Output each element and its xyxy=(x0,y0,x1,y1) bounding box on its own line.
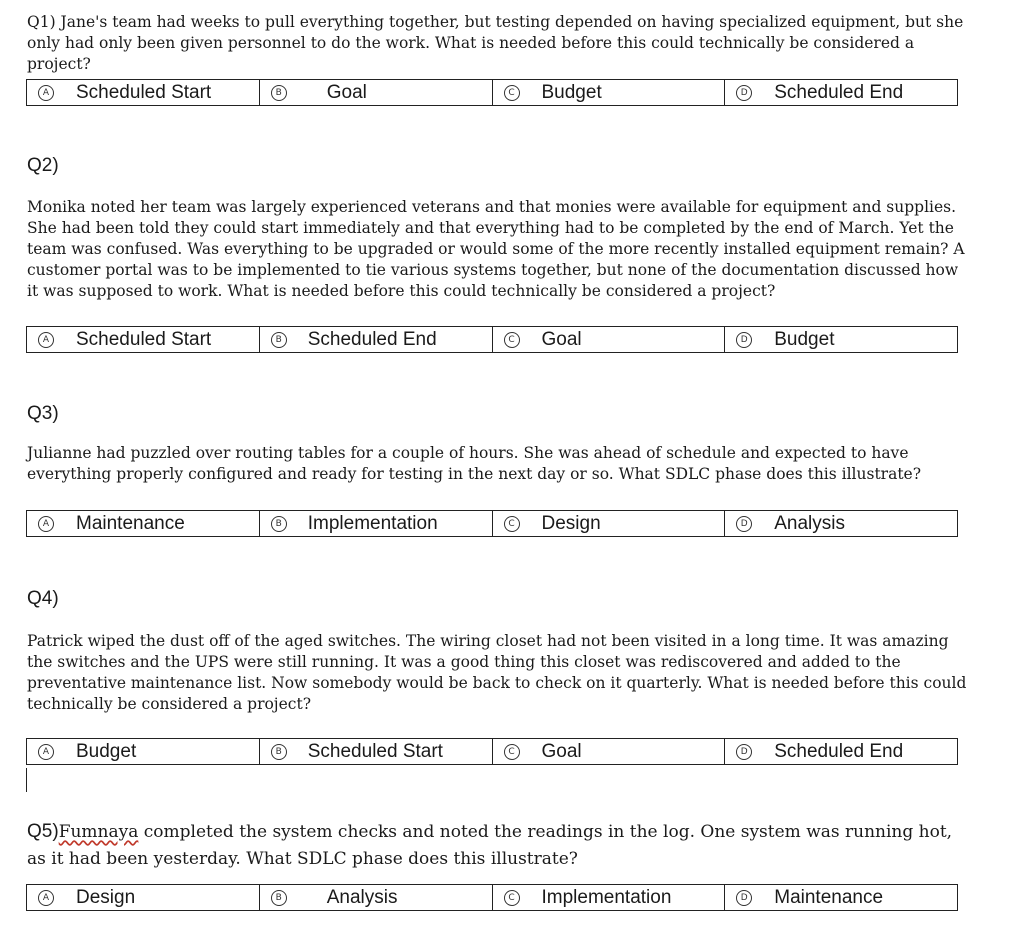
question-3-text: Julianne had puzzled over routing tables for a couple of hours. She was ahead of schedule and expected to have everything properly configured and ready for testing in the next day or so. What SDLC phase does this illustrate? xyxy=(27,444,922,483)
question-2-options xyxy=(26,326,958,353)
bubble-a-icon[interactable]: A xyxy=(38,85,54,101)
option-c[interactable] xyxy=(493,80,726,105)
option-label: Scheduled Start xyxy=(76,328,212,350)
option-label: Maintenance xyxy=(76,512,185,534)
option-label: Budget xyxy=(76,740,137,762)
option-label: Budget xyxy=(774,328,835,350)
option-c[interactable] xyxy=(493,739,726,764)
option-label: Scheduled End xyxy=(774,740,904,762)
option-a[interactable] xyxy=(27,80,260,105)
question-2-label: Q2) xyxy=(27,155,59,176)
question-3-label: Q3) xyxy=(27,403,59,424)
option-d[interactable] xyxy=(725,80,957,105)
bubble-a-icon[interactable]: A xyxy=(38,516,54,532)
option-b[interactable] xyxy=(260,80,493,105)
option-c[interactable] xyxy=(493,885,726,910)
option-label: Scheduled Start xyxy=(307,740,443,762)
option-label: Scheduled End xyxy=(774,81,904,103)
bubble-b-icon[interactable]: B xyxy=(271,516,287,532)
question-1-options xyxy=(26,79,958,106)
option-b[interactable] xyxy=(260,327,493,352)
option-label: Analysis xyxy=(326,886,398,908)
bubble-d-icon[interactable]: D xyxy=(736,744,752,760)
option-d[interactable] xyxy=(725,885,957,910)
option-label: Design xyxy=(76,886,136,908)
bubble-a-icon[interactable]: A xyxy=(38,332,54,348)
bubble-c-icon[interactable]: C xyxy=(504,516,520,532)
misspelled-name: Fumnaya xyxy=(58,822,139,842)
option-c[interactable] xyxy=(493,327,726,352)
option-label: Goal xyxy=(326,81,367,103)
bubble-b-icon[interactable]: B xyxy=(271,85,287,101)
bubble-d-icon[interactable]: D xyxy=(736,890,752,906)
option-label: Budget xyxy=(541,81,602,103)
option-label: Implementation xyxy=(541,886,672,908)
option-d[interactable] xyxy=(725,511,957,536)
option-label: Implementation xyxy=(307,512,438,534)
bubble-d-icon[interactable]: D xyxy=(736,332,752,348)
bubble-c-icon[interactable]: C xyxy=(504,890,520,906)
bubble-c-icon[interactable]: C xyxy=(504,744,520,760)
option-label: Scheduled Start xyxy=(76,81,212,103)
option-b[interactable] xyxy=(260,739,493,764)
question-4-text: Patrick wiped the dust off of the aged switches. The wiring closet had not been visited in a long time. It was amazing the switches and the UPS were still running. It was a good thing this closet was rediscovered and added to the preventative maintenance list. Now somebody would be back to check on it quarterly. What is needed before this could technically be considered a project? xyxy=(27,632,967,713)
question-2-text: Monika noted her team was largely experienced veterans and that monies were available for equipment and supplies. She had been told they could start immediately and that everything had to be completed by the end of March. Yet the team was confused. Was everything to be upgraded or would some of the more recently installed equipment remain? A customer portal was to be implemented to tie various systems together, but none of the documentation discussed how it was supposed to work. What is needed before this could technically be considered a project? xyxy=(27,198,965,300)
bubble-c-icon[interactable]: C xyxy=(504,332,520,348)
option-d[interactable] xyxy=(725,327,957,352)
option-label: Maintenance xyxy=(774,886,884,908)
question-5-label: Q5) xyxy=(27,821,59,842)
option-label: Goal xyxy=(541,328,582,350)
option-label: Design xyxy=(541,512,601,534)
question-5-body: completed the system checks and noted the readings in the log. One system was running hot, as it had been yesterday. What SDLC phase does this illustrate? xyxy=(27,822,953,869)
text-cursor xyxy=(26,768,27,792)
bubble-c-icon[interactable]: C xyxy=(504,85,520,101)
option-a[interactable] xyxy=(27,327,260,352)
bubble-a-icon[interactable]: A xyxy=(38,890,54,906)
bubble-b-icon[interactable]: B xyxy=(271,332,287,348)
bubble-b-icon[interactable]: B xyxy=(271,890,287,906)
question-4-options xyxy=(26,738,958,765)
option-label: Scheduled End xyxy=(307,328,437,350)
option-d[interactable] xyxy=(725,739,957,764)
option-c[interactable] xyxy=(493,511,726,536)
option-a[interactable] xyxy=(27,511,260,536)
option-label: Analysis xyxy=(774,512,845,534)
bubble-b-icon[interactable]: B xyxy=(271,744,287,760)
bubble-d-icon[interactable]: D xyxy=(736,85,752,101)
question-5-options xyxy=(26,884,958,911)
question-5-text xyxy=(27,818,967,873)
option-b[interactable] xyxy=(260,885,493,910)
option-a[interactable] xyxy=(27,739,260,764)
question-3-options xyxy=(26,510,958,537)
question-4-label: Q4) xyxy=(27,588,59,609)
option-label: Goal xyxy=(541,740,582,762)
bubble-d-icon[interactable]: D xyxy=(736,516,752,532)
question-1-text: Q1) Jane's team had weeks to pull everything together, but testing depended on having specialized equipment, but she only had only been given personnel to do the work. What is needed before this could technically be considered a project? xyxy=(27,13,964,73)
option-b[interactable] xyxy=(260,511,493,536)
bubble-a-icon[interactable]: A xyxy=(38,744,54,760)
option-a[interactable] xyxy=(27,885,260,910)
